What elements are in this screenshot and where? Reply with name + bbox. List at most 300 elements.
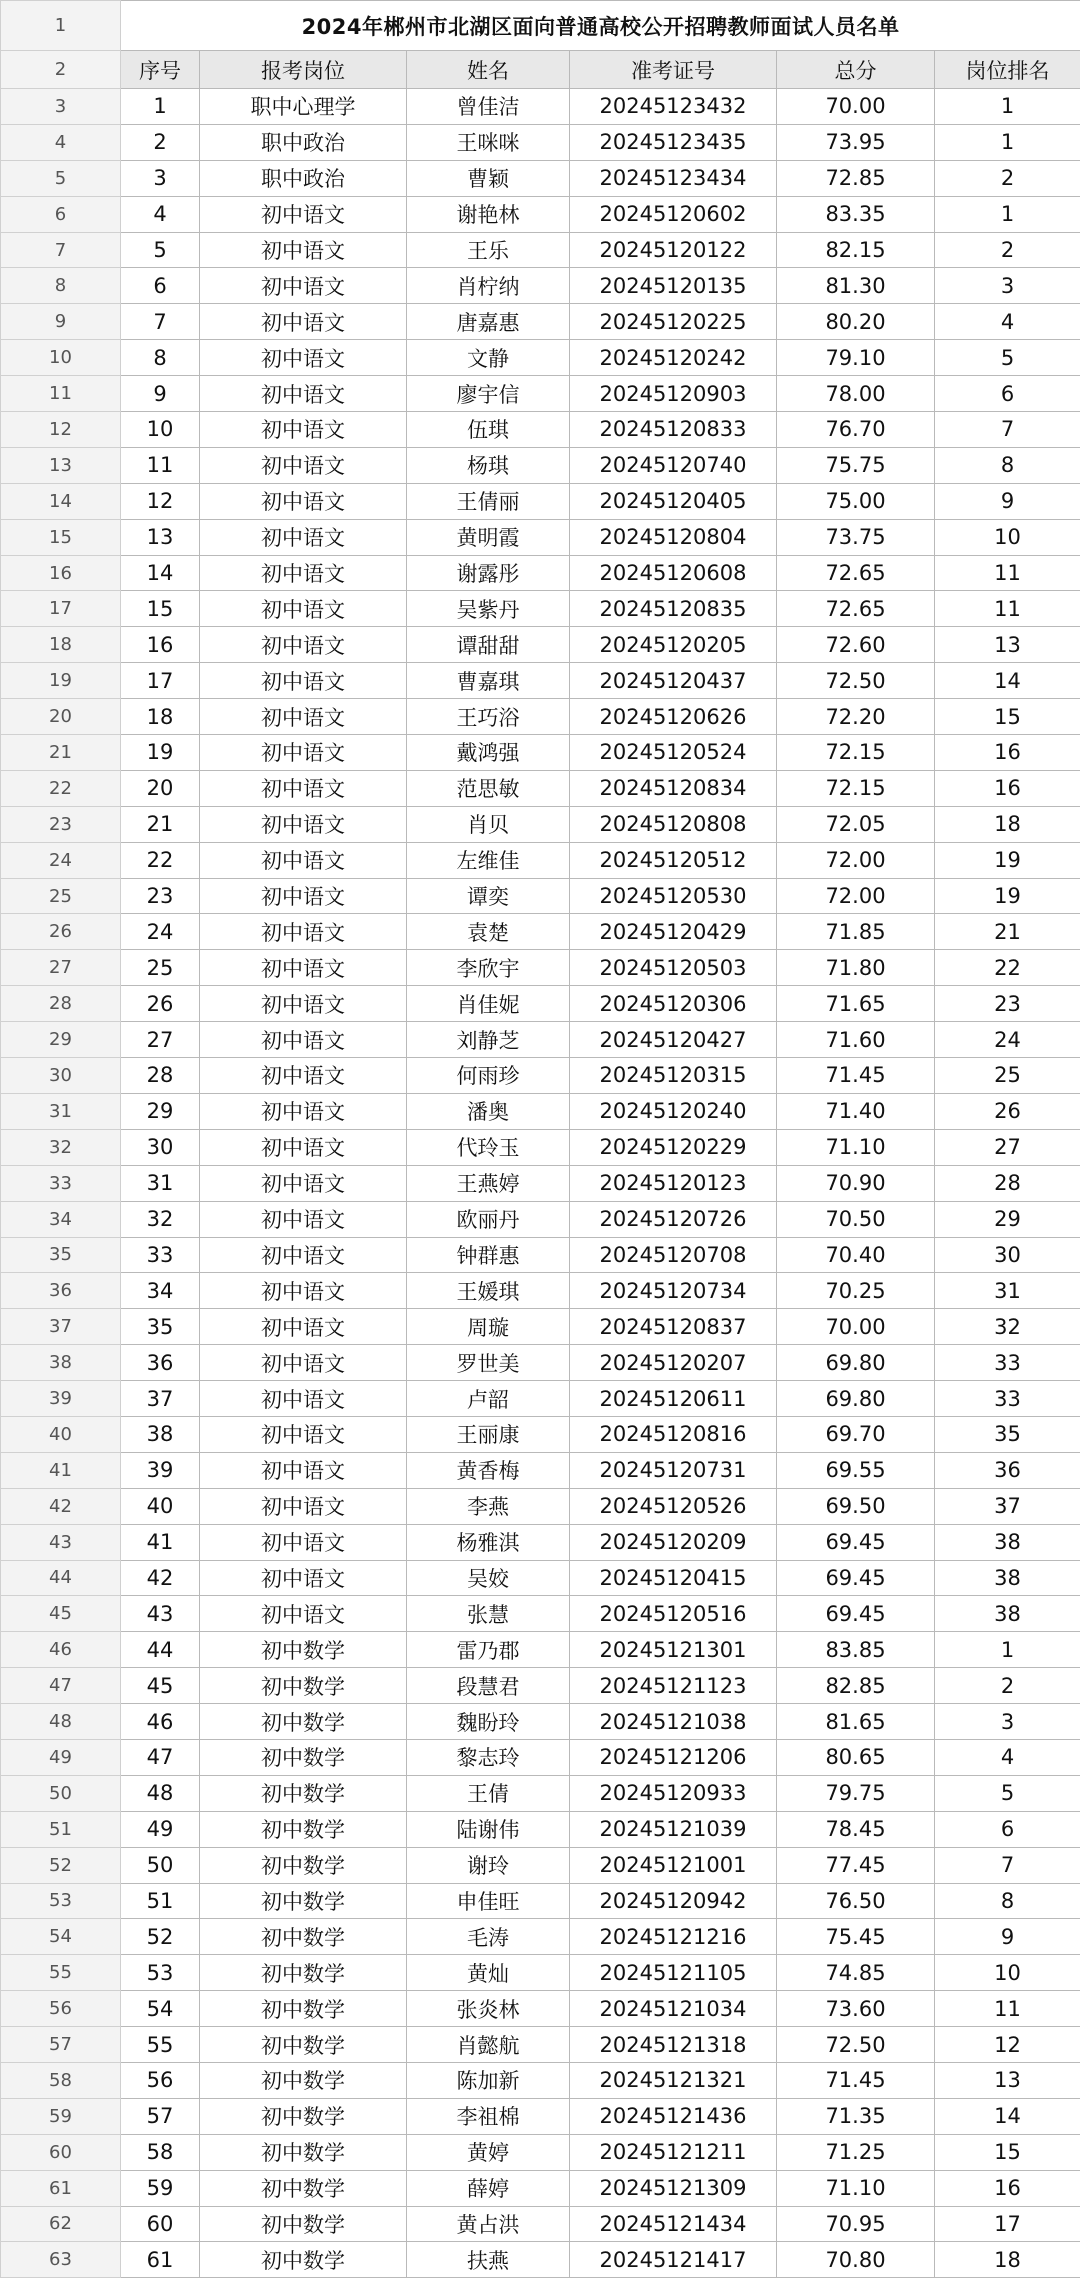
cell-seq[interactable]: 23 [121,878,200,914]
cell-score[interactable]: 72.00 [777,842,935,878]
cell-ticket[interactable]: 20245120835 [570,591,777,627]
cell-rank[interactable]: 21 [935,914,1080,950]
cell-rank[interactable]: 7 [935,412,1080,448]
cell-score[interactable]: 73.95 [777,124,935,160]
cell-post[interactable]: 初中数学 [200,1883,407,1919]
cell-rank[interactable]: 23 [935,986,1080,1022]
cell-seq[interactable]: 16 [121,627,200,663]
row-number[interactable]: 36 [1,1273,121,1309]
cell-rank[interactable]: 8 [935,1883,1080,1919]
cell-seq[interactable]: 5 [121,232,200,268]
cell-name[interactable]: 黄明霞 [407,519,570,555]
cell-name[interactable]: 杨雅淇 [407,1524,570,1560]
cell-name[interactable]: 李欣宇 [407,950,570,986]
cell-seq[interactable]: 47 [121,1739,200,1775]
cell-seq[interactable]: 51 [121,1883,200,1919]
cell-post[interactable]: 初中数学 [200,1919,407,1955]
cell-post[interactable]: 初中语文 [200,914,407,950]
cell-ticket[interactable]: 20245120306 [570,986,777,1022]
row-number[interactable]: 27 [1,950,121,986]
cell-post[interactable]: 初中语文 [200,986,407,1022]
cell-post[interactable]: 初中语文 [200,842,407,878]
cell-ticket[interactable]: 20245120726 [570,1201,777,1237]
row-number[interactable]: 30 [1,1058,121,1094]
cell-name[interactable]: 黄婷 [407,2134,570,2170]
cell-seq[interactable]: 21 [121,806,200,842]
row-number[interactable]: 62 [1,2206,121,2242]
cell-rank[interactable]: 24 [935,1022,1080,1058]
cell-score[interactable]: 78.00 [777,376,935,412]
cell-ticket[interactable]: 20245120405 [570,483,777,519]
cell-rank[interactable]: 36 [935,1452,1080,1488]
cell-post[interactable]: 初中数学 [200,2027,407,2063]
cell-name[interactable]: 谢艳林 [407,196,570,232]
row-number[interactable]: 43 [1,1524,121,1560]
row-number[interactable]: 34 [1,1201,121,1237]
cell-rank[interactable]: 19 [935,878,1080,914]
cell-name[interactable]: 王媛琪 [407,1273,570,1309]
cell-score[interactable]: 72.15 [777,770,935,806]
cell-post[interactable]: 初中语文 [200,627,407,663]
row-number[interactable]: 17 [1,591,121,627]
row-number[interactable]: 24 [1,842,121,878]
cell-score[interactable]: 74.85 [777,1955,935,1991]
cell-seq[interactable]: 44 [121,1632,200,1668]
cell-seq[interactable]: 41 [121,1524,200,1560]
cell-rank[interactable]: 38 [935,1560,1080,1596]
cell-score[interactable]: 72.50 [777,2027,935,2063]
cell-name[interactable]: 廖宇信 [407,376,570,412]
row-number[interactable]: 41 [1,1452,121,1488]
cell-rank[interactable]: 1 [935,1632,1080,1668]
cell-seq[interactable]: 6 [121,268,200,304]
cell-rank[interactable]: 37 [935,1488,1080,1524]
cell-ticket[interactable]: 20245120135 [570,268,777,304]
cell-seq[interactable]: 38 [121,1416,200,1452]
cell-ticket[interactable]: 20245120229 [570,1129,777,1165]
cell-name[interactable]: 魏盼玲 [407,1704,570,1740]
cell-score[interactable]: 82.85 [777,1668,935,1704]
cell-ticket[interactable]: 20245120530 [570,878,777,914]
cell-rank[interactable]: 15 [935,2134,1080,2170]
cell-name[interactable]: 申佳旺 [407,1883,570,1919]
cell-seq[interactable]: 43 [121,1596,200,1632]
cell-name[interactable]: 罗世美 [407,1345,570,1381]
cell-score[interactable]: 71.25 [777,2134,935,2170]
cell-rank[interactable]: 22 [935,950,1080,986]
cell-score[interactable]: 69.50 [777,1488,935,1524]
cell-name[interactable]: 王咪咪 [407,124,570,160]
cell-ticket[interactable]: 20245121216 [570,1919,777,1955]
cell-ticket[interactable]: 20245120740 [570,447,777,483]
cell-name[interactable]: 毛涛 [407,1919,570,1955]
cell-rank[interactable]: 2 [935,160,1080,196]
cell-post[interactable]: 初中语文 [200,735,407,771]
cell-ticket[interactable]: 20245120731 [570,1452,777,1488]
cell-rank[interactable]: 1 [935,196,1080,232]
row-number[interactable]: 44 [1,1560,121,1596]
cell-post[interactable]: 初中语文 [200,591,407,627]
cell-name[interactable]: 杨琪 [407,447,570,483]
column-header-rank[interactable]: 岗位排名 [935,51,1080,89]
cell-score[interactable]: 72.20 [777,699,935,735]
cell-score[interactable]: 70.00 [777,89,935,125]
row-number[interactable]: 39 [1,1381,121,1417]
cell-ticket[interactable]: 20245120734 [570,1273,777,1309]
cell-ticket[interactable]: 20245120837 [570,1309,777,1345]
cell-seq[interactable]: 30 [121,1129,200,1165]
cell-score[interactable]: 80.65 [777,1739,935,1775]
cell-seq[interactable]: 52 [121,1919,200,1955]
cell-ticket[interactable]: 20245121211 [570,2134,777,2170]
cell-score[interactable]: 72.05 [777,806,935,842]
cell-post[interactable]: 初中数学 [200,1739,407,1775]
cell-score[interactable]: 69.80 [777,1381,935,1417]
cell-ticket[interactable]: 20245120516 [570,1596,777,1632]
cell-post[interactable]: 初中语文 [200,663,407,699]
cell-rank[interactable]: 29 [935,1201,1080,1237]
cell-name[interactable]: 戴鸿强 [407,735,570,771]
cell-score[interactable]: 78.45 [777,1811,935,1847]
cell-seq[interactable]: 17 [121,663,200,699]
cell-score[interactable]: 69.55 [777,1452,935,1488]
cell-seq[interactable]: 27 [121,1022,200,1058]
cell-ticket[interactable]: 20245120816 [570,1416,777,1452]
cell-post[interactable]: 职中政治 [200,124,407,160]
cell-name[interactable]: 吴姣 [407,1560,570,1596]
cell-ticket[interactable]: 20245120122 [570,232,777,268]
cell-ticket[interactable]: 20245121034 [570,1991,777,2027]
cell-rank[interactable]: 33 [935,1381,1080,1417]
cell-rank[interactable]: 1 [935,89,1080,125]
cell-ticket[interactable]: 20245120602 [570,196,777,232]
cell-ticket[interactable]: 20245120526 [570,1488,777,1524]
cell-rank[interactable]: 2 [935,232,1080,268]
cell-seq[interactable]: 28 [121,1058,200,1094]
cell-seq[interactable]: 26 [121,986,200,1022]
cell-ticket[interactable]: 20245121434 [570,2206,777,2242]
cell-post[interactable]: 初中语文 [200,1058,407,1094]
cell-ticket[interactable]: 20245120608 [570,555,777,591]
row-number[interactable]: 47 [1,1668,121,1704]
cell-score[interactable]: 71.10 [777,1129,935,1165]
cell-post[interactable]: 初中语文 [200,1201,407,1237]
cell-post[interactable]: 初中数学 [200,1704,407,1740]
cell-seq[interactable]: 22 [121,842,200,878]
row-number[interactable]: 8 [1,268,121,304]
cell-score[interactable]: 70.25 [777,1273,935,1309]
cell-post[interactable]: 初中语文 [200,1416,407,1452]
cell-score[interactable]: 71.10 [777,2170,935,2206]
cell-seq[interactable]: 24 [121,914,200,950]
cell-seq[interactable]: 10 [121,412,200,448]
cell-post[interactable]: 初中数学 [200,2134,407,2170]
cell-seq[interactable]: 37 [121,1381,200,1417]
cell-score[interactable]: 79.75 [777,1775,935,1811]
cell-name[interactable]: 李燕 [407,1488,570,1524]
cell-rank[interactable]: 35 [935,1416,1080,1452]
cell-name[interactable]: 段慧君 [407,1668,570,1704]
cell-seq[interactable]: 61 [121,2242,200,2278]
cell-score[interactable]: 70.40 [777,1237,935,1273]
row-number[interactable]: 7 [1,232,121,268]
cell-ticket[interactable]: 20245120942 [570,1883,777,1919]
cell-ticket[interactable]: 20245120804 [570,519,777,555]
cell-rank[interactable]: 5 [935,1775,1080,1811]
cell-score[interactable]: 82.15 [777,232,935,268]
cell-seq[interactable]: 2 [121,124,200,160]
cell-rank[interactable]: 12 [935,2027,1080,2063]
cell-rank[interactable]: 16 [935,2170,1080,2206]
cell-post[interactable]: 初中语文 [200,1165,407,1201]
cell-ticket[interactable]: 20245120242 [570,340,777,376]
cell-seq[interactable]: 12 [121,483,200,519]
cell-ticket[interactable]: 20245120427 [570,1022,777,1058]
row-number[interactable]: 63 [1,2242,121,2278]
row-number[interactable]: 28 [1,986,121,1022]
row-number[interactable]: 18 [1,627,121,663]
row-number[interactable]: 4 [1,124,121,160]
cell-post[interactable]: 初中数学 [200,1668,407,1704]
cell-score[interactable]: 71.35 [777,2098,935,2134]
cell-seq[interactable]: 55 [121,2027,200,2063]
cell-ticket[interactable]: 20245120524 [570,735,777,771]
cell-name[interactable]: 王乐 [407,232,570,268]
row-number[interactable]: 49 [1,1739,121,1775]
cell-post[interactable]: 初中语文 [200,1596,407,1632]
cell-name[interactable]: 黎志玲 [407,1739,570,1775]
cell-seq[interactable]: 42 [121,1560,200,1596]
cell-post[interactable]: 初中语文 [200,340,407,376]
cell-ticket[interactable]: 20245120123 [570,1165,777,1201]
row-number[interactable]: 3 [1,89,121,125]
row-number[interactable]: 9 [1,304,121,340]
cell-post[interactable]: 初中语文 [200,232,407,268]
row-number[interactable]: 33 [1,1165,121,1201]
cell-rank[interactable]: 4 [935,1739,1080,1775]
row-number[interactable]: 32 [1,1129,121,1165]
cell-post[interactable]: 初中语文 [200,376,407,412]
column-header-name[interactable]: 姓名 [407,51,570,89]
cell-name[interactable]: 陆谢伟 [407,1811,570,1847]
cell-ticket[interactable]: 20245121309 [570,2170,777,2206]
cell-name[interactable]: 刘静芝 [407,1022,570,1058]
row-number[interactable]: 60 [1,2134,121,2170]
cell-name[interactable]: 薛婷 [407,2170,570,2206]
cell-post[interactable]: 初中语文 [200,1129,407,1165]
cell-name[interactable]: 肖佳妮 [407,986,570,1022]
cell-rank[interactable]: 38 [935,1524,1080,1560]
row-number[interactable]: 61 [1,2170,121,2206]
cell-post[interactable]: 职中心理学 [200,89,407,125]
cell-post[interactable]: 初中语文 [200,304,407,340]
cell-ticket[interactable]: 20245120240 [570,1093,777,1129]
cell-ticket[interactable]: 20245120429 [570,914,777,950]
cell-name[interactable]: 谭奕 [407,878,570,914]
cell-rank[interactable]: 16 [935,770,1080,806]
cell-ticket[interactable]: 20245120512 [570,842,777,878]
cell-name[interactable]: 张炎林 [407,1991,570,2027]
cell-ticket[interactable]: 20245120903 [570,376,777,412]
cell-seq[interactable]: 56 [121,2062,200,2098]
cell-name[interactable]: 钟群惠 [407,1237,570,1273]
cell-name[interactable]: 周璇 [407,1309,570,1345]
cell-rank[interactable]: 13 [935,2062,1080,2098]
cell-rank[interactable]: 9 [935,483,1080,519]
row-number[interactable]: 20 [1,699,121,735]
cell-post[interactable]: 初中语文 [200,950,407,986]
cell-rank[interactable]: 3 [935,268,1080,304]
cell-score[interactable]: 81.65 [777,1704,935,1740]
cell-score[interactable]: 69.45 [777,1560,935,1596]
cell-name[interactable]: 王倩丽 [407,483,570,519]
cell-score[interactable]: 71.65 [777,986,935,1022]
cell-rank[interactable]: 33 [935,1345,1080,1381]
cell-ticket[interactable]: 20245121039 [570,1811,777,1847]
cell-rank[interactable]: 14 [935,663,1080,699]
row-number[interactable]: 40 [1,1416,121,1452]
cell-score[interactable]: 71.40 [777,1093,935,1129]
cell-seq[interactable]: 59 [121,2170,200,2206]
cell-ticket[interactable]: 20245120833 [570,412,777,448]
cell-seq[interactable]: 39 [121,1452,200,1488]
cell-seq[interactable]: 49 [121,1811,200,1847]
row-number[interactable]: 58 [1,2062,121,2098]
cell-rank[interactable]: 11 [935,1991,1080,2027]
cell-name[interactable]: 谢露彤 [407,555,570,591]
cell-ticket[interactable]: 20245120207 [570,1345,777,1381]
cell-score[interactable]: 71.60 [777,1022,935,1058]
cell-score[interactable]: 70.50 [777,1201,935,1237]
cell-post[interactable]: 初中语文 [200,412,407,448]
cell-ticket[interactable]: 20245121001 [570,1847,777,1883]
cell-post[interactable]: 初中语文 [200,806,407,842]
cell-seq[interactable]: 31 [121,1165,200,1201]
cell-post[interactable]: 初中语文 [200,519,407,555]
column-header-post[interactable]: 报考岗位 [200,51,407,89]
row-number[interactable]: 51 [1,1811,121,1847]
cell-ticket[interactable]: 20245121123 [570,1668,777,1704]
cell-rank[interactable]: 10 [935,519,1080,555]
row-number[interactable]: 15 [1,519,121,555]
cell-rank[interactable]: 6 [935,1811,1080,1847]
row-number[interactable]: 1 [1,1,121,51]
cell-post[interactable]: 初中语文 [200,1345,407,1381]
cell-post[interactable]: 初中语文 [200,1560,407,1596]
cell-score[interactable]: 69.45 [777,1524,935,1560]
cell-score[interactable]: 75.75 [777,447,935,483]
cell-name[interactable]: 黄灿 [407,1955,570,1991]
cell-rank[interactable]: 27 [935,1129,1080,1165]
cell-score[interactable]: 72.65 [777,591,935,627]
row-number[interactable]: 55 [1,1955,121,1991]
cell-ticket[interactable]: 20245120808 [570,806,777,842]
cell-score[interactable]: 70.90 [777,1165,935,1201]
row-number[interactable]: 21 [1,735,121,771]
cell-rank[interactable]: 13 [935,627,1080,663]
cell-seq[interactable]: 53 [121,1955,200,1991]
cell-name[interactable]: 谭甜甜 [407,627,570,663]
row-number[interactable]: 45 [1,1596,121,1632]
cell-post[interactable]: 初中数学 [200,2098,407,2134]
cell-seq[interactable]: 4 [121,196,200,232]
cell-post[interactable]: 初中语文 [200,1524,407,1560]
cell-post[interactable]: 初中数学 [200,1991,407,2027]
cell-post[interactable]: 初中语文 [200,1022,407,1058]
row-number[interactable]: 31 [1,1093,121,1129]
cell-post[interactable]: 初中语文 [200,555,407,591]
cell-score[interactable]: 83.85 [777,1632,935,1668]
cell-rank[interactable]: 17 [935,2206,1080,2242]
cell-seq[interactable]: 19 [121,735,200,771]
cell-post[interactable]: 初中数学 [200,1775,407,1811]
cell-score[interactable]: 70.95 [777,2206,935,2242]
cell-ticket[interactable]: 20245121321 [570,2062,777,2098]
cell-post[interactable]: 初中数学 [200,1632,407,1668]
cell-score[interactable]: 73.75 [777,519,935,555]
row-number[interactable]: 35 [1,1237,121,1273]
cell-seq[interactable]: 35 [121,1309,200,1345]
cell-ticket[interactable]: 20245120209 [570,1524,777,1560]
cell-post[interactable]: 初中语文 [200,447,407,483]
cell-rank[interactable]: 18 [935,2242,1080,2278]
cell-rank[interactable]: 28 [935,1165,1080,1201]
cell-seq[interactable]: 14 [121,555,200,591]
row-number[interactable]: 23 [1,806,121,842]
cell-rank[interactable]: 3 [935,1704,1080,1740]
cell-score[interactable]: 72.85 [777,160,935,196]
cell-name[interactable]: 黄香梅 [407,1452,570,1488]
row-number[interactable]: 22 [1,770,121,806]
cell-name[interactable]: 欧丽丹 [407,1201,570,1237]
cell-ticket[interactable]: 20245123435 [570,124,777,160]
cell-seq[interactable]: 57 [121,2098,200,2134]
cell-score[interactable]: 77.45 [777,1847,935,1883]
cell-seq[interactable]: 50 [121,1847,200,1883]
cell-post[interactable]: 初中语文 [200,1452,407,1488]
cell-name[interactable]: 曾佳洁 [407,89,570,125]
cell-name[interactable]: 张慧 [407,1596,570,1632]
cell-score[interactable]: 83.35 [777,196,935,232]
cell-post[interactable]: 初中语文 [200,268,407,304]
cell-name[interactable]: 肖贝 [407,806,570,842]
cell-post[interactable]: 初中数学 [200,1811,407,1847]
cell-ticket[interactable]: 20245121206 [570,1739,777,1775]
cell-rank[interactable]: 38 [935,1596,1080,1632]
cell-ticket[interactable]: 20245121318 [570,2027,777,2063]
row-number[interactable]: 48 [1,1704,121,1740]
cell-seq[interactable]: 11 [121,447,200,483]
cell-name[interactable]: 左维佳 [407,842,570,878]
row-number[interactable]: 50 [1,1775,121,1811]
cell-seq[interactable]: 32 [121,1201,200,1237]
row-number[interactable]: 59 [1,2098,121,2134]
cell-seq[interactable]: 36 [121,1345,200,1381]
cell-post[interactable]: 初中语文 [200,878,407,914]
cell-rank[interactable]: 2 [935,1668,1080,1704]
cell-ticket[interactable]: 20245123432 [570,89,777,125]
cell-name[interactable]: 吴紫丹 [407,591,570,627]
cell-ticket[interactable]: 20245120611 [570,1381,777,1417]
cell-score[interactable]: 70.80 [777,2242,935,2278]
cell-name[interactable]: 王倩 [407,1775,570,1811]
cell-rank[interactable]: 14 [935,2098,1080,2134]
cell-score[interactable]: 70.00 [777,1309,935,1345]
cell-post[interactable]: 初中语文 [200,196,407,232]
cell-rank[interactable]: 18 [935,806,1080,842]
cell-rank[interactable]: 11 [935,555,1080,591]
row-number[interactable]: 16 [1,555,121,591]
